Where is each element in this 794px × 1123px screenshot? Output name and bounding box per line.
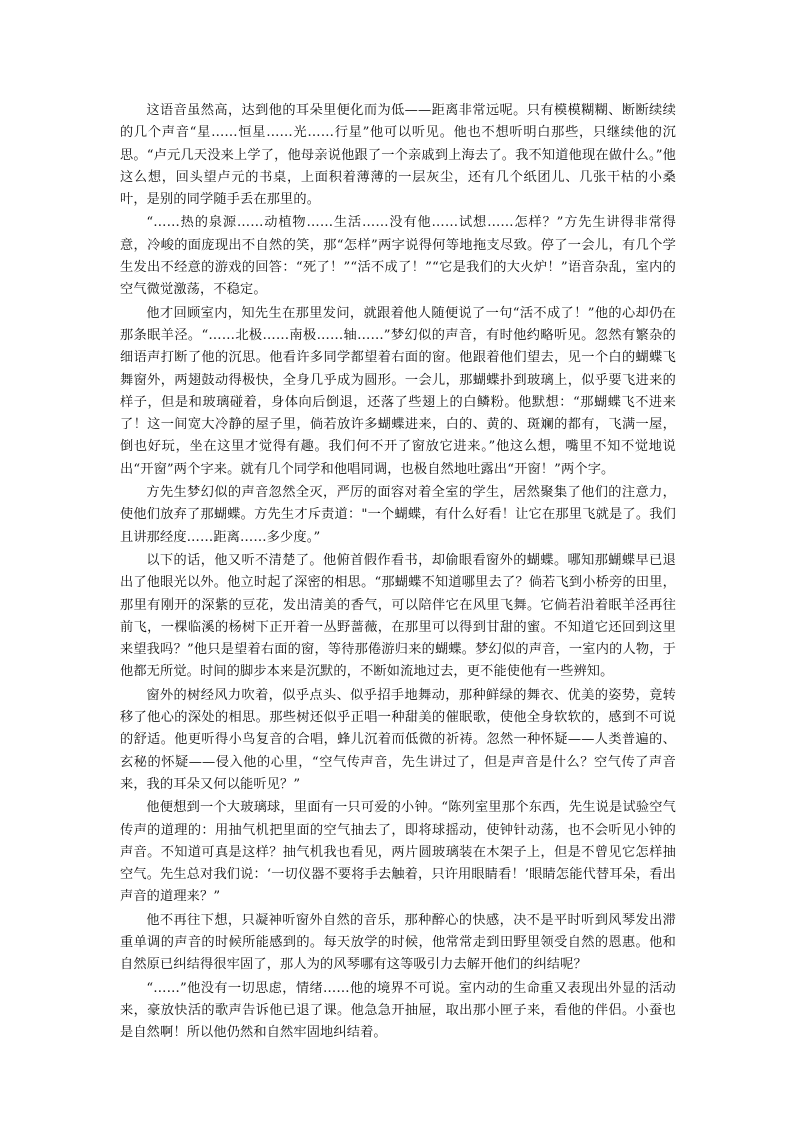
paragraph-9: “……”他没有一切思虑，情绪……他的境界不可说。室内动的生命重又表现出外显的活动来，豪放快活的歌声告诉他已退了课。他急急开抽屉，取出那小匣子来，看他的伴侣。小蚕也是自然啊！所以他仍然和自然牢固地纠结着。 <box>120 980 676 1041</box>
paragraph-1: 这语音虽然高，达到他的耳朵里便化而为低——距离非常远呢。只有模模糊糊、断断续续的几个声音“星……恒星……光……行星”他可以听见。他也不想听明白那些，只继续他的沉思。“卢元几天没来上学了，他母亲说他跟了一个亲戚到上海去了。我不知道他现在做什么。”他这么想，回头望卢元的书桌，上面积着薄薄的一层灰尘，还有几个纸团儿、几张干枯的小桑叶，是别的同学随手丢在那里的。 <box>120 103 676 208</box>
paragraph-8: 他不再往下想，只凝神听窗外自然的音乐，那种醉心的快感，决不是平时听到风琴发出滞重单调的声音的时候所能感到的。每天放学的时候，他常常走到田野里领受自然的恩惠。他和自然原已纠结得很牢固了，那人为的风琴哪有这等吸引力去解开他们的纠结呢？ <box>120 912 676 973</box>
paragraph-3: 他才回顾室内，知先生在那里发问，就跟着他人随便说了一句“活不成了！”他的心却仍在那条眠羊泾。“……北极……南极……轴……”梦幻似的声音，有时他约略听见。忽然有繁杂的细语声打断了他的沉思。他看许多同学都望着右面的窗。他跟着他们望去，见一个白的蝴蝶飞舞窗外，两翅鼓动得极快，全身几乎成为圆形。一会儿，那蝴蝶扑到玻璃上，似乎要飞进来的样子，但是和玻璃碰着，身体向后倒退，还落了些翅上的白鳞粉。他默想：“那蝴蝶飞不进来了！这一间宽大冷静的屋子里，倘若放许多蝴蝶进来，白的、黄的、斑斓的都有，飞满一屋，倒也好玩，坐在这里才觉得有趣。我们何不开了窗放它进来。”他这么想，嘴里不知不觉地说出“开窗”两个字来。就有几个同学和他唱同调，也极自然地吐露出“开窗！”两个字。 <box>120 305 676 477</box>
paragraph-7: 他便想到一个大玻璃球，里面有一只可爱的小钟。“陈列室里那个东西，先生说是试验空气传声的道理的：用抽气机把里面的空气抽去了，即将球摇动，使钟针动荡，也不会听见小钟的声音。不知道可真是这样？抽气机我也看见，两片圆玻璃装在木架子上，但是不曾见它怎样抽空气。先生总对我们说：‘一切仪器不要将手去触着，只许用眼睛看！’眼睛怎能代替耳朵，看出声音的道理来？” <box>120 800 676 905</box>
paragraph-5: 以下的话，他又听不清楚了。他俯首假作看书，却偷眼看窗外的蝴蝶。哪知那蝴蝶早已退出了他眼光以外。他立时起了深密的相思。“那蝴蝶不知道哪里去了？倘若飞到小桥旁的田里，那里有刚开的深紫的豆花，发出清美的香气，可以陪伴它在风里飞舞。它倘若沿着眠羊泾再往前飞，一棵临溪的杨树下正开着一丛野蔷薇，在那里可以得到甘甜的蜜。不知道它还回到这里来望我吗？”他只是望着右面的窗，等待那倦游归来的蝴蝶。梦幻似的声音，一室内的人物，于他都无所觉。时间的脚步本来是沉默的，不断如流地过去，更不能使他有一些辨知。 <box>120 552 676 680</box>
paragraph-4: 方先生梦幻似的声音忽然全灭，严厉的面容对着全室的学生，居然聚集了他们的注意力，使他们放弃了那蝴蝶。方先生才斥责道："一个蝴蝶，有什么好看！让它在那里飞就是了。我们且讲那经度……距离……多少度。” <box>120 485 676 545</box>
paragraph-2: “……热的泉源……动植物……生活……没有他……试想……怎样？”方先生讲得非常得意，冷峻的面庞现出不自然的笑，那“怎样”两字说得何等地拖支尽致。停了一会儿，有几个学生发出不经意的游戏的回答：“死了！”“活不成了！”“它是我们的大火炉！”语音杂乱，室内的空气微觉激荡，不稳定。 <box>120 215 676 298</box>
paragraph-6: 窗外的树经风力吹着，似乎点头、似乎招手地舞动，那种鲜绿的舞衣、优美的姿势，竟转移了他心的深处的相思。那些树还似乎正唱一种甜美的催眠歌，使他全身软软的，感到不可说的舒适。他更听得小鸟复音的合唱，蜂儿沉着而低微的祈祷。忽然一种怀疑——人类普遍的、玄秘的怀疑——侵入他的心里，“空气传声音，先生讲过了，但是声音是什么？空气传了声音来，我的耳朵又何以能听见？” <box>120 687 676 792</box>
